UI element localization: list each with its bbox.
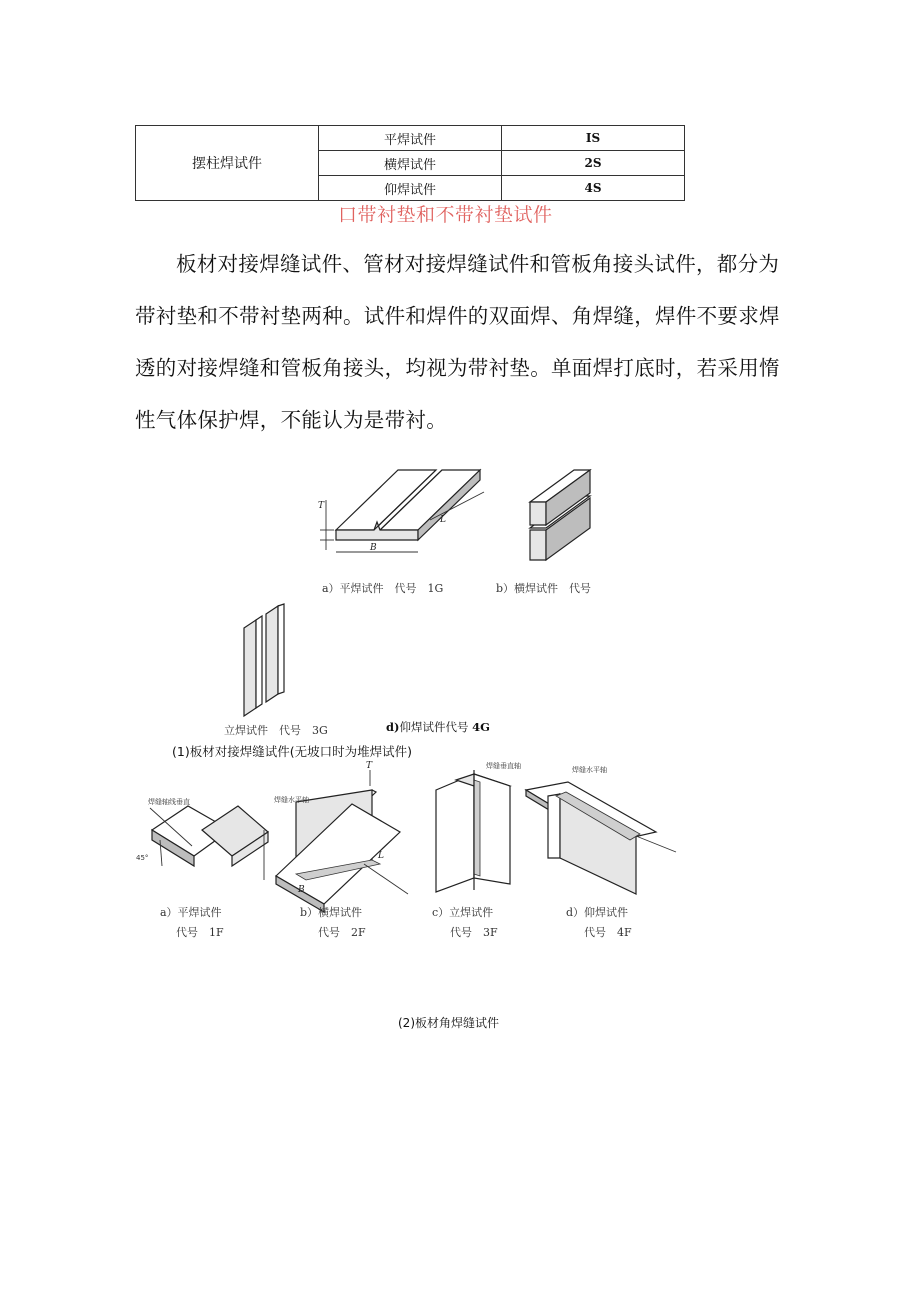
table-cell-code: 2S [502, 151, 685, 176]
fillet-b-axis-label: 焊缝水平轴 [274, 796, 309, 804]
vertical-fillet-drawing [436, 770, 510, 892]
fig1-caption-d-prefix: d) [386, 720, 400, 734]
table-cell-code: 4S [502, 176, 685, 201]
table-cell-name: 仰焊试件 [319, 176, 502, 201]
dim-T-label: T [318, 501, 325, 511]
horizontal-fillet-drawing [264, 770, 408, 912]
fig2-caption-a-line2: 代号 1F [176, 926, 224, 939]
fillet-c-axis-label: 焊缝垂直轴 [486, 762, 521, 770]
fig2-caption-b-line2: 代号 2F [318, 926, 366, 939]
fillet-a-axis-label: 焊缝轴线垂直 [148, 798, 190, 806]
figure-1-title: (1)板材对接焊缝试件(无坡口时为堆焊试件) [172, 744, 412, 759]
fig2-caption-d-line2: 代号 4F [584, 926, 632, 939]
fig1-caption-c: 立焊试件 代号 3G [224, 724, 328, 737]
horizontal-butt-plates-drawing [530, 470, 590, 560]
figure-2-title: (2)板材角焊缝试件 [398, 1016, 499, 1030]
fig1-caption-d [386, 719, 490, 735]
fig1-caption-d-code: 4G [472, 720, 490, 734]
dim-L-label: L [440, 515, 446, 525]
fillet-b-dim-B: B [298, 885, 305, 895]
table-group-cell: 摆柱焊试件 [136, 126, 319, 201]
fig2-caption-c-line1: c）立焊试件 [432, 906, 494, 919]
section-title: 口带衬垫和不带衬垫试件 [338, 204, 553, 226]
table-cell-code: IS [502, 126, 685, 151]
flat-butt-plates-drawing [320, 470, 484, 552]
fig2-caption-a-line1: a）平焊试件 [160, 906, 222, 919]
fillet-d-axis-label: 焊缝水平轴 [572, 766, 607, 774]
overhead-fillet-drawing [526, 782, 676, 894]
fillet-a-angle-label: 45° [136, 854, 149, 862]
fig1-caption-b: b）横焊试件 代号 [496, 582, 592, 595]
table-cell-name: 平焊试件 [319, 126, 502, 151]
fig2-caption-d-line1: d）仰焊试件 [566, 906, 629, 919]
fillet-b-dim-T: T [366, 761, 373, 771]
fig1-caption-a: a）平焊试件 代号 1G [322, 582, 444, 595]
table-cell-name: 横焊试件 [319, 151, 502, 176]
fig1-caption-d-text: 仰焊试件代号 [399, 720, 469, 734]
flat-fillet-drawing [150, 806, 268, 866]
fig2-caption-b-line1: b）横焊试件 [300, 906, 363, 919]
fig2-caption-c-line2: 代号 3F [450, 926, 498, 939]
dim-B-label: B [370, 543, 377, 553]
fillet-b-dim-L: L [378, 851, 384, 861]
body-paragraph: 板材对接焊缝试件、管材对接焊缝试件和管板角接头试件，都分为带衬垫和不带衬垫两种。试件和焊件的双面焊、角焊缝，焊件不要求焊透的对接焊缝和管板角接头，均视为带衬垫。单面焊打底时，若采用惰性气体保护焊，不能认为是带衬。 [135, 252, 780, 432]
vertical-butt-plates-drawing [244, 604, 284, 716]
